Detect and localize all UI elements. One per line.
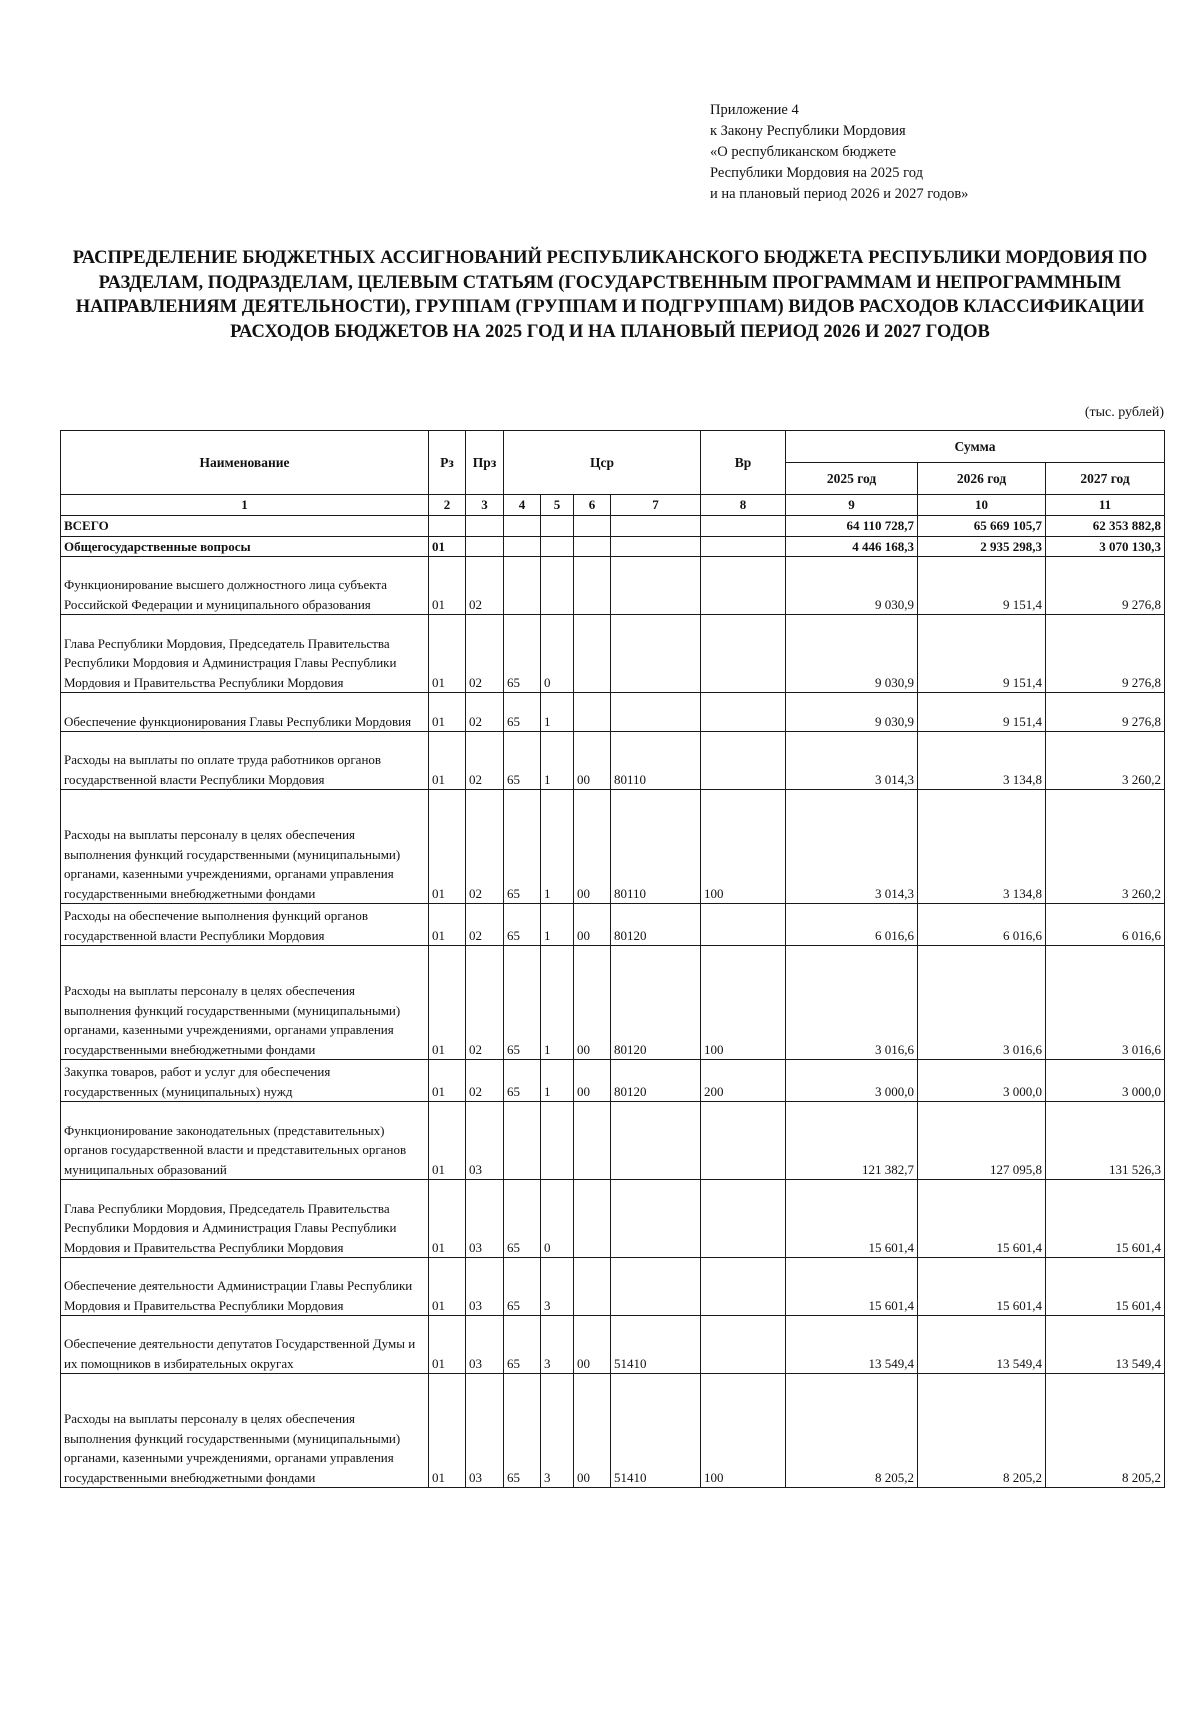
column-number: 10 bbox=[918, 495, 1046, 516]
row-csr-subprogram: 1 bbox=[541, 790, 574, 904]
row-sum-2025: 3 014,3 bbox=[786, 790, 918, 904]
column-number: 2 bbox=[429, 495, 466, 516]
row-csr-program bbox=[504, 557, 541, 615]
row-csr-direction bbox=[611, 1258, 701, 1316]
row-csr-subprogram: 0 bbox=[541, 615, 574, 693]
appendix-line: и на плановый период 2026 и 2027 годов» bbox=[710, 186, 969, 202]
table-row bbox=[61, 1374, 1165, 1488]
row-csr-main-event: 00 bbox=[574, 1374, 611, 1488]
table-row bbox=[61, 693, 1165, 732]
row-sum-2027: 62 353 882,8 bbox=[1046, 516, 1165, 537]
row-vr bbox=[701, 1316, 786, 1374]
row-sum-2027: 131 526,3 bbox=[1046, 1102, 1165, 1180]
appendix-line: Республики Мордовия на 2025 год bbox=[710, 165, 923, 181]
row-name: Обеспечение деятельности Администрации Главы Республики Мордовия и Правительства Республики Мордовия bbox=[61, 1258, 429, 1316]
row-csr-program: 65 bbox=[504, 1374, 541, 1488]
row-csr-program bbox=[504, 536, 541, 557]
table-row bbox=[61, 946, 1165, 1060]
header-vr: Вр bbox=[701, 431, 786, 495]
column-number: 8 bbox=[701, 495, 786, 516]
row-csr-main-event bbox=[574, 1180, 611, 1258]
column-number: 11 bbox=[1046, 495, 1165, 516]
row-name: Глава Республики Мордовия, Председатель Правительства Республики Мордовия и Администрация Главы Республики Мордовия и Правительства Республики Мордовия bbox=[61, 615, 429, 693]
table-row bbox=[61, 1316, 1165, 1374]
row-name: Расходы на выплаты персоналу в целях обеспечения выполнения функций государственными (муниципальными) органами, казенными учреждениями, органами управления государственными внебюджетными фондами bbox=[61, 790, 429, 904]
row-csr-subprogram bbox=[541, 536, 574, 557]
row-sum-2026: 9 151,4 bbox=[918, 693, 1046, 732]
document-title: РАСПРЕДЕЛЕНИЕ БЮДЖЕТНЫХ АССИГНОВАНИЙ РЕСПУБЛИКАНСКОГО БЮДЖЕТА РЕСПУБЛИКИ МОРДОВИЯ ПО РАЗДЕЛАМ, ПОДРАЗДЕЛАМ, ЦЕЛЕВЫМ СТАТЬЯМ (ГОСУДАРСТВЕННЫМ ПРОГРАММАМ И НЕПРОГРАММНЫМ НАПРАВЛЕНИЯМ ДЕЯТЕЛЬНОСТИ), ГРУППАМ (ГРУППАМ И ПОДГРУППАМ) ВИДОВ РАСХОДОВ КЛАССИФИКАЦИИ РАСХОДОВ БЮДЖЕТОВ НА 2025 ГОД И НА ПЛАНОВЫЙ ПЕРИОД 2026 И 2027 ГОДОВ bbox=[72, 248, 1148, 342]
row-csr-direction bbox=[611, 1180, 701, 1258]
header-name: Наименование bbox=[61, 431, 429, 495]
row-sum-2026: 15 601,4 bbox=[918, 1180, 1046, 1258]
row-prz bbox=[466, 516, 504, 537]
row-rz: 01 bbox=[429, 904, 466, 946]
row-vr bbox=[701, 732, 786, 790]
row-vr bbox=[701, 615, 786, 693]
row-sum-2027: 3 016,6 bbox=[1046, 946, 1165, 1060]
row-sum-2027: 9 276,8 bbox=[1046, 693, 1165, 732]
row-sum-2027: 3 260,2 bbox=[1046, 790, 1165, 904]
row-csr-direction bbox=[611, 1102, 701, 1180]
row-prz bbox=[466, 536, 504, 557]
column-number: 1 bbox=[61, 495, 429, 516]
row-csr-subprogram: 3 bbox=[541, 1316, 574, 1374]
row-vr bbox=[701, 693, 786, 732]
row-csr-direction bbox=[611, 536, 701, 557]
row-name: Общегосударственные вопросы bbox=[61, 536, 429, 557]
budget-table bbox=[60, 430, 1165, 1488]
row-sum-2027: 13 549,4 bbox=[1046, 1316, 1165, 1374]
row-csr-subprogram: 3 bbox=[541, 1258, 574, 1316]
row-csr-main-event bbox=[574, 536, 611, 557]
row-prz: 03 bbox=[466, 1258, 504, 1316]
row-sum-2025: 15 601,4 bbox=[786, 1258, 918, 1316]
row-name: Функционирование высшего должностного лица субъекта Российской Федерации и муниципального образования bbox=[61, 557, 429, 615]
appendix-block bbox=[710, 100, 1130, 205]
row-csr-main-event: 00 bbox=[574, 1316, 611, 1374]
row-csr-main-event bbox=[574, 615, 611, 693]
row-vr: 200 bbox=[701, 1060, 786, 1102]
header-year-2025: 2025 год bbox=[786, 463, 918, 495]
header-year-2026: 2026 год bbox=[918, 463, 1046, 495]
row-csr-program: 65 bbox=[504, 790, 541, 904]
table-row bbox=[61, 516, 1165, 537]
row-name: Обеспечение функционирования Главы Республики Мордовия bbox=[61, 693, 429, 732]
table-row bbox=[61, 904, 1165, 946]
row-rz: 01 bbox=[429, 536, 466, 557]
row-sum-2026: 6 016,6 bbox=[918, 904, 1046, 946]
row-rz: 01 bbox=[429, 732, 466, 790]
row-sum-2025: 3 014,3 bbox=[786, 732, 918, 790]
row-sum-2026: 13 549,4 bbox=[918, 1316, 1046, 1374]
row-rz: 01 bbox=[429, 693, 466, 732]
row-name: Расходы на выплаты персоналу в целях обеспечения выполнения функций государственными (муниципальными) органами, казенными учреждениями, органами управления государственными внебюджетными фондами bbox=[61, 1374, 429, 1488]
row-vr bbox=[701, 557, 786, 615]
row-csr-main-event: 00 bbox=[574, 1060, 611, 1102]
row-name: Функционирование законодательных (представительных) органов государственной власти и представительных органов муниципальных образований bbox=[61, 1102, 429, 1180]
row-csr-direction: 51410 bbox=[611, 1374, 701, 1488]
row-sum-2025: 6 016,6 bbox=[786, 904, 918, 946]
column-numbers-row bbox=[61, 495, 1165, 516]
row-csr-subprogram: 1 bbox=[541, 732, 574, 790]
row-sum-2025: 3 016,6 bbox=[786, 946, 918, 1060]
table-row bbox=[61, 1180, 1165, 1258]
row-sum-2027: 3 070 130,3 bbox=[1046, 536, 1165, 557]
row-rz bbox=[429, 516, 466, 537]
table-row bbox=[61, 557, 1165, 615]
row-sum-2027: 3 000,0 bbox=[1046, 1060, 1165, 1102]
row-sum-2025: 4 446 168,3 bbox=[786, 536, 918, 557]
row-csr-subprogram: 1 bbox=[541, 946, 574, 1060]
row-rz: 01 bbox=[429, 1180, 466, 1258]
row-prz: 02 bbox=[466, 1060, 504, 1102]
row-prz: 03 bbox=[466, 1180, 504, 1258]
row-prz: 02 bbox=[466, 904, 504, 946]
row-csr-program bbox=[504, 1102, 541, 1180]
row-sum-2025: 64 110 728,7 bbox=[786, 516, 918, 537]
appendix-line: к Закону Республики Мордовия bbox=[710, 123, 906, 139]
row-rz: 01 bbox=[429, 1102, 466, 1180]
row-csr-direction: 80110 bbox=[611, 790, 701, 904]
column-number: 7 bbox=[611, 495, 701, 516]
appendix-line: Приложение 4 bbox=[710, 102, 799, 118]
row-csr-main-event: 00 bbox=[574, 946, 611, 1060]
row-sum-2027: 8 205,2 bbox=[1046, 1374, 1165, 1488]
row-sum-2026: 8 205,2 bbox=[918, 1374, 1046, 1488]
row-sum-2027: 9 276,8 bbox=[1046, 557, 1165, 615]
row-csr-program: 65 bbox=[504, 1060, 541, 1102]
row-sum-2026: 127 095,8 bbox=[918, 1102, 1046, 1180]
row-csr-program: 65 bbox=[504, 615, 541, 693]
row-name: Обеспечение деятельности депутатов Государственной Думы и их помощников в избирательных округах bbox=[61, 1316, 429, 1374]
row-csr-program: 65 bbox=[504, 904, 541, 946]
row-csr-direction: 80120 bbox=[611, 946, 701, 1060]
row-sum-2027: 3 260,2 bbox=[1046, 732, 1165, 790]
row-name: Расходы на выплаты по оплате труда работников органов государственной власти Республики Мордовия bbox=[61, 732, 429, 790]
row-csr-main-event bbox=[574, 1102, 611, 1180]
row-prz: 02 bbox=[466, 790, 504, 904]
row-csr-direction bbox=[611, 693, 701, 732]
header-rz: Рз bbox=[429, 431, 466, 495]
row-csr-subprogram: 3 bbox=[541, 1374, 574, 1488]
row-name: Глава Республики Мордовия, Председатель Правительства Республики Мордовия и Администрация Главы Республики Мордовия и Правительства Республики Мордовия bbox=[61, 1180, 429, 1258]
row-vr bbox=[701, 1258, 786, 1316]
header-sum: Сумма bbox=[786, 431, 1165, 463]
row-name: Расходы на выплаты персоналу в целях обеспечения выполнения функций государственными (муниципальными) органами, казенными учреждениями, органами управления государственными внебюджетными фондами bbox=[61, 946, 429, 1060]
row-csr-program: 65 bbox=[504, 732, 541, 790]
row-vr bbox=[701, 904, 786, 946]
row-csr-program bbox=[504, 516, 541, 537]
row-rz: 01 bbox=[429, 557, 466, 615]
row-csr-direction: 80120 bbox=[611, 904, 701, 946]
header-csr: Цср bbox=[504, 431, 701, 495]
table-row bbox=[61, 1102, 1165, 1180]
row-sum-2027: 15 601,4 bbox=[1046, 1180, 1165, 1258]
row-rz: 01 bbox=[429, 1060, 466, 1102]
row-name: ВСЕГО bbox=[61, 516, 429, 537]
row-sum-2026: 3 016,6 bbox=[918, 946, 1046, 1060]
table-row bbox=[61, 1060, 1165, 1102]
row-sum-2026: 3 134,8 bbox=[918, 790, 1046, 904]
row-name: Расходы на обеспечение выполнения функций органов государственной власти Республики Мордовия bbox=[61, 904, 429, 946]
row-rz: 01 bbox=[429, 1374, 466, 1488]
row-sum-2027: 6 016,6 bbox=[1046, 904, 1165, 946]
row-sum-2026: 2 935 298,3 bbox=[918, 536, 1046, 557]
row-csr-main-event bbox=[574, 693, 611, 732]
row-sum-2026: 65 669 105,7 bbox=[918, 516, 1046, 537]
header-year-2027: 2027 год bbox=[1046, 463, 1165, 495]
row-vr bbox=[701, 536, 786, 557]
row-sum-2026: 3 134,8 bbox=[918, 732, 1046, 790]
row-prz: 03 bbox=[466, 1374, 504, 1488]
row-vr bbox=[701, 1180, 786, 1258]
row-csr-main-event bbox=[574, 516, 611, 537]
table-row bbox=[61, 1258, 1165, 1316]
row-sum-2026: 15 601,4 bbox=[918, 1258, 1046, 1316]
row-sum-2027: 9 276,8 bbox=[1046, 615, 1165, 693]
table-body bbox=[61, 516, 1165, 1488]
row-csr-direction bbox=[611, 557, 701, 615]
appendix-line: «О республиканском бюджете bbox=[710, 144, 897, 160]
row-csr-subprogram bbox=[541, 516, 574, 537]
row-rz: 01 bbox=[429, 790, 466, 904]
row-name: Закупка товаров, работ и услуг для обеспечения государственных (муниципальных) нужд bbox=[61, 1060, 429, 1102]
row-prz: 02 bbox=[466, 732, 504, 790]
row-rz: 01 bbox=[429, 1258, 466, 1316]
row-vr: 100 bbox=[701, 946, 786, 1060]
table-row bbox=[61, 536, 1165, 557]
row-prz: 02 bbox=[466, 557, 504, 615]
column-number: 5 bbox=[541, 495, 574, 516]
row-prz: 02 bbox=[466, 693, 504, 732]
row-csr-main-event: 00 bbox=[574, 790, 611, 904]
row-rz: 01 bbox=[429, 1316, 466, 1374]
row-vr bbox=[701, 516, 786, 537]
row-csr-direction: 80120 bbox=[611, 1060, 701, 1102]
row-csr-direction bbox=[611, 516, 701, 537]
row-csr-direction: 51410 bbox=[611, 1316, 701, 1374]
row-vr: 100 bbox=[701, 790, 786, 904]
units-label: (тыс. рублей) bbox=[1084, 405, 1164, 420]
row-csr-subprogram: 1 bbox=[541, 904, 574, 946]
row-sum-2025: 9 030,9 bbox=[786, 693, 918, 732]
row-csr-program: 65 bbox=[504, 1258, 541, 1316]
row-csr-subprogram: 1 bbox=[541, 1060, 574, 1102]
row-sum-2025: 121 382,7 bbox=[786, 1102, 918, 1180]
column-number: 4 bbox=[504, 495, 541, 516]
row-sum-2025: 13 549,4 bbox=[786, 1316, 918, 1374]
row-prz: 03 bbox=[466, 1316, 504, 1374]
table-row bbox=[61, 790, 1165, 904]
row-sum-2026: 9 151,4 bbox=[918, 557, 1046, 615]
row-sum-2027: 15 601,4 bbox=[1046, 1258, 1165, 1316]
row-csr-program: 65 bbox=[504, 1316, 541, 1374]
table-row bbox=[61, 615, 1165, 693]
row-csr-main-event bbox=[574, 1258, 611, 1316]
row-rz: 01 bbox=[429, 615, 466, 693]
row-rz: 01 bbox=[429, 946, 466, 1060]
row-sum-2025: 9 030,9 bbox=[786, 615, 918, 693]
column-number: 3 bbox=[466, 495, 504, 516]
row-prz: 02 bbox=[466, 946, 504, 1060]
row-prz: 03 bbox=[466, 1102, 504, 1180]
row-sum-2025: 9 030,9 bbox=[786, 557, 918, 615]
column-number: 6 bbox=[574, 495, 611, 516]
row-csr-main-event bbox=[574, 557, 611, 615]
row-csr-subprogram: 1 bbox=[541, 693, 574, 732]
row-csr-program: 65 bbox=[504, 1180, 541, 1258]
row-sum-2026: 3 000,0 bbox=[918, 1060, 1046, 1102]
row-csr-main-event: 00 bbox=[574, 732, 611, 790]
row-csr-subprogram: 0 bbox=[541, 1180, 574, 1258]
row-csr-direction bbox=[611, 615, 701, 693]
row-sum-2025: 15 601,4 bbox=[786, 1180, 918, 1258]
row-csr-subprogram bbox=[541, 1102, 574, 1180]
row-vr bbox=[701, 1102, 786, 1180]
row-sum-2025: 3 000,0 bbox=[786, 1060, 918, 1102]
row-prz: 02 bbox=[466, 615, 504, 693]
header-prz: Прз bbox=[466, 431, 504, 495]
row-sum-2026: 9 151,4 bbox=[918, 615, 1046, 693]
row-csr-subprogram bbox=[541, 557, 574, 615]
row-csr-direction: 80110 bbox=[611, 732, 701, 790]
row-vr: 100 bbox=[701, 1374, 786, 1488]
table-row bbox=[61, 732, 1165, 790]
row-csr-main-event: 00 bbox=[574, 904, 611, 946]
row-csr-program: 65 bbox=[504, 946, 541, 1060]
column-number: 9 bbox=[786, 495, 918, 516]
row-sum-2025: 8 205,2 bbox=[786, 1374, 918, 1488]
row-csr-program: 65 bbox=[504, 693, 541, 732]
